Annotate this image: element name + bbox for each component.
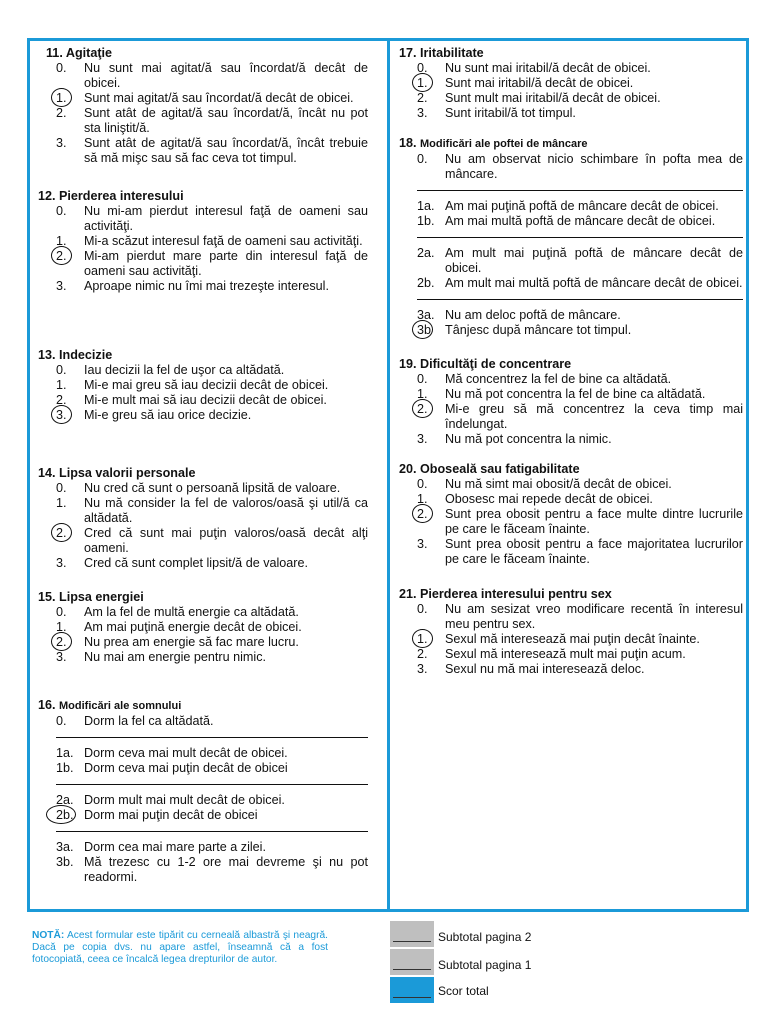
option-number: 2. [38, 249, 84, 264]
separator-line [56, 784, 368, 785]
option-text: Nu mă pot concentra la nimic. [445, 432, 612, 446]
option-text: Am la fel de multă energie ca altădată. [84, 605, 299, 619]
total-score-field[interactable] [390, 977, 434, 1003]
option-text: Cred că sunt mai puţin valoros/oasă decât alţi oameni. [84, 526, 368, 555]
section-11 [38, 46, 368, 166]
option-number: 1a. [417, 199, 435, 213]
option[interactable] [38, 761, 368, 776]
section-title: 21. Pierderea interesului pentru sex [399, 587, 612, 601]
option[interactable] [399, 537, 743, 567]
option-text: Nu mi-am pierdut interesul faţă de oameni sau activităţi. [84, 204, 368, 233]
option-number: 3. [56, 650, 67, 664]
option[interactable] [38, 204, 368, 234]
option-text: Mi-e greu să iau orice decizie. [84, 408, 252, 422]
option-text: Dorm mai puţin decât de obicei [84, 808, 258, 822]
option-number: 0. [56, 605, 67, 619]
option-text: Nu am observat nicio schimbare în pofta mea de mâncare. [445, 152, 743, 181]
option-text: Sunt mai agitat/ă sau încordat/ă decât de obicei. [84, 91, 354, 105]
option-number: 1. [417, 387, 428, 401]
section-21 [399, 587, 743, 677]
option[interactable] [38, 363, 368, 378]
separator-line [417, 299, 743, 300]
option-number: 3b [399, 323, 445, 338]
option-selected[interactable] [38, 808, 368, 823]
option[interactable] [38, 234, 368, 249]
option-text: Nu am deloc poftă de mâncare. [445, 308, 621, 322]
option[interactable] [399, 372, 743, 387]
option-text: Am mai puţină energie decât de obicei. [84, 620, 302, 634]
option-number: 3b. [56, 855, 74, 869]
option-number: 3. [56, 279, 67, 293]
column-divider [387, 38, 390, 912]
option-number: 0. [417, 372, 428, 386]
option-text: Aproape nimic nu îmi mai trezeşte interesul. [84, 279, 329, 293]
option-text: Obosesc mai repede decât de obicei. [445, 492, 653, 506]
option-number: 2a. [56, 793, 74, 807]
section-title: 15. Lipsa energiei [38, 590, 144, 604]
option-text: Iau decizii la fel de uşor ca altădată. [84, 363, 285, 377]
section-number: 18. [399, 136, 417, 150]
option-number: 2b. [417, 276, 435, 290]
section-title: 14. Lipsa valorii personale [38, 466, 196, 480]
option-number: 1. [38, 91, 84, 106]
separator-line [417, 237, 743, 238]
option-text: Nu sunt mai agitat/ă sau încordat/ă decât de obicei. [84, 61, 368, 90]
option-text: Mă concentrez la fel de bine ca altădată. [445, 372, 672, 386]
subtotal-page-2-label: Subtotal pagina 2 [438, 930, 532, 944]
subtotal-page-2-field[interactable] [390, 921, 434, 947]
option-text: Nu prea am energie să fac mare lucru. [84, 635, 299, 649]
option-text: Nu mă pot concentra la fel de bine ca altădată. [445, 387, 706, 401]
option-number: 3a. [417, 308, 435, 322]
option[interactable] [399, 492, 743, 507]
option-text: Nu mă simt mai obosit/ă decât de obicei. [445, 477, 672, 491]
option-number: 2. [417, 647, 428, 661]
option[interactable] [399, 91, 743, 106]
option[interactable] [399, 602, 743, 632]
option-number: 0. [417, 61, 428, 75]
option-text: Sunt prea obosit pentru a face multe dintre lucrurile pe care le făceam înainte. [445, 507, 743, 536]
option-selected[interactable] [38, 635, 368, 650]
option-number: 2. [399, 507, 445, 522]
option-text: Sunt mult mai iritabil/ă decât de obicei. [445, 91, 661, 105]
option-selected[interactable] [399, 323, 743, 338]
option-number: 3. [417, 106, 428, 120]
total-score-label: Scor total [438, 984, 489, 998]
section-title: Modificări ale somnului [59, 700, 182, 712]
option[interactable] [38, 279, 368, 294]
option[interactable] [399, 152, 743, 182]
option[interactable] [399, 276, 743, 291]
copyright-note [32, 930, 328, 966]
section-title: 13. Indecizie [38, 348, 113, 362]
option-text: Sunt prea obosit pentru a face majoritatea lucrurilor pe care le făceam înainte. [445, 537, 743, 566]
option-number: 0. [56, 481, 67, 495]
option[interactable] [399, 214, 743, 229]
option-number: 2. [417, 91, 428, 105]
option[interactable] [38, 840, 368, 855]
option-number: 1b. [417, 214, 435, 228]
option-text: Mi-e greu să mă concentrez la ceva timp mai îndelungat. [445, 402, 743, 431]
option-number: 3. [417, 662, 428, 676]
option-number: 0. [56, 363, 67, 377]
option-number: 1. [56, 378, 67, 392]
option-text: Dorm ceva mai mult decât de obicei. [84, 746, 288, 760]
option-number: 3. [38, 408, 84, 423]
option[interactable] [38, 106, 368, 136]
option-number: 0. [56, 204, 67, 218]
option-number: 1. [417, 492, 428, 506]
option-text: Nu mai am energie pentru nimic. [84, 650, 266, 664]
separator-line [56, 737, 368, 738]
option-text: Nu am sesizat vreo modificare recentă în interesul meu pentru sex. [445, 602, 743, 631]
option[interactable] [38, 746, 368, 761]
option[interactable] [38, 393, 368, 408]
option[interactable] [399, 432, 743, 447]
option[interactable] [399, 199, 743, 214]
option-text: Mi-am pierdut mare parte din interesul faţă de oameni sau activităţi. [84, 249, 368, 278]
option-text: Dorm mult mai mult decât de obicei. [84, 793, 285, 807]
option-text: Sunt atât de agitat/ă sau încordat/ă, încât trebuie să mă mişc sau să fac ceva tot timpul. [84, 136, 368, 165]
option-selected[interactable] [38, 408, 368, 423]
subtotal-page-1-field[interactable] [390, 949, 434, 975]
option-text: Mi-e mult mai să iau decizii decât de obicei. [84, 393, 327, 407]
option-number: 2b. [38, 808, 84, 823]
option-selected[interactable] [399, 632, 743, 647]
option-text: Sunt mai iritabil/ă decât de obicei. [445, 76, 634, 90]
option-number: 3. [56, 556, 67, 570]
note-label: NOTĂ: [32, 930, 65, 941]
option-number: 1. [56, 620, 67, 634]
option-text: Dorm ceva mai puţin decât de obicei [84, 761, 288, 775]
section-title: 12. Pierderea interesului [38, 189, 184, 203]
option[interactable] [38, 61, 368, 91]
option-text: Am mult mai puţină poftă de mâncare decât de obicei. [445, 246, 743, 275]
section-18 [399, 136, 743, 338]
option-number: 0. [417, 477, 428, 491]
section-19 [399, 357, 743, 447]
option-selected[interactable] [399, 402, 743, 432]
option[interactable] [399, 246, 743, 276]
section-title: 20. Oboseală sau fatigabilitate [399, 462, 580, 476]
option-text: Sexul nu mă mai interesează deloc. [445, 662, 645, 676]
option-selected[interactable] [38, 249, 368, 279]
option[interactable] [399, 106, 743, 121]
option-number: 0. [56, 61, 67, 75]
option[interactable] [38, 793, 368, 808]
option-number: 1b. [56, 761, 74, 775]
option-text: Nu sunt mai iritabil/ă decât de obicei. [445, 61, 651, 75]
option-number: 1a. [56, 746, 74, 760]
option-selected[interactable] [399, 76, 743, 91]
option-number: 1. [399, 76, 445, 91]
option-number: 0. [56, 714, 67, 728]
option-text: Mi-e mai greu să iau decizii decât de obicei. [84, 378, 329, 392]
option[interactable] [38, 496, 368, 526]
option[interactable] [38, 136, 368, 166]
option[interactable] [399, 308, 743, 323]
section-15 [38, 590, 368, 665]
option-text: Am mult mai multă poftă de mâncare decât de obicei. [445, 276, 743, 290]
section-title: 17. Iritabilitate [399, 46, 484, 60]
option-number: 2. [38, 526, 84, 541]
option-text: Sexul mă interesează mult mai puţin acum. [445, 647, 686, 661]
option-number: 3a. [56, 840, 74, 854]
section-20 [399, 462, 743, 567]
option-number: 2. [56, 106, 67, 120]
option-number: 1. [56, 234, 67, 248]
option-text: Sunt atât de agitat/ă sau încordat/ă, încât nu pot sta liniştit/ă. [84, 106, 368, 135]
option-number: 2. [38, 635, 84, 650]
separator-line [56, 831, 368, 832]
option-text: Sexul mă interesează mai puţin decât înainte. [445, 632, 700, 646]
option-selected[interactable] [399, 507, 743, 537]
section-title: 11. Agitaţie [46, 46, 113, 60]
section-title: Modificări ale poftei de mâncare [420, 138, 588, 150]
option[interactable] [399, 387, 743, 402]
option-text: Nu cred că sunt o persoană lipsită de valoare. [84, 481, 341, 495]
option[interactable] [399, 477, 743, 492]
option[interactable] [38, 620, 368, 635]
option-number: 2. [399, 402, 445, 417]
option-text: Mi-a scăzut interesul faţă de oameni sau activităţi. [84, 234, 363, 248]
option-number: 0. [417, 152, 428, 166]
option-selected[interactable] [38, 91, 368, 106]
note-text: Acest formular este tipărit cu cerneală albastră şi neagră. Dacă pe copia dvs. nu apare astfel, înseamnă că a fost fotocopiată, ceea ce încalcă legea drepturilor de autor. [32, 930, 328, 965]
option-text: Nu mă consider la fel de valoros/oasă şi util/ă ca altădată. [84, 496, 368, 525]
option-number: 3. [417, 432, 428, 446]
option-text: Am mai puţină poftă de mâncare decât de obicei. [445, 199, 719, 213]
option-text: Mă trezesc cu 1-2 ore mai devreme şi nu pot readormi. [84, 855, 368, 884]
separator-line [417, 190, 743, 191]
section-17 [399, 46, 743, 121]
section-title: 19. Dificultăţi de concentrare [399, 357, 572, 371]
option-number: 1. [56, 496, 67, 510]
option-number: 1. [399, 632, 445, 647]
option-number: 0. [417, 602, 428, 616]
option[interactable] [399, 61, 743, 76]
option[interactable] [38, 855, 368, 885]
option-selected[interactable] [38, 526, 368, 556]
option-number: 2a. [417, 246, 435, 260]
section-12 [38, 189, 368, 294]
option-text: Sunt iritabil/ă tot timpul. [445, 106, 576, 120]
option-number: 3. [417, 537, 428, 551]
section-14 [38, 466, 368, 571]
subtotal-page-1-label: Subtotal pagina 1 [438, 958, 532, 972]
option[interactable] [399, 662, 743, 677]
option-text: Cred că sunt complet lipsit/ă de valoare. [84, 556, 309, 570]
section-13 [38, 348, 368, 423]
option[interactable] [38, 481, 368, 496]
option-text: Am mai multă poftă de mâncare decât de obicei. [445, 214, 716, 228]
option-number: 3. [56, 136, 67, 150]
section-number: 16. [38, 698, 56, 712]
option[interactable] [38, 605, 368, 620]
section-16 [38, 698, 368, 885]
option[interactable] [38, 556, 368, 571]
option-text: Tânjesc după mâncare tot timpul. [445, 323, 632, 337]
option[interactable] [38, 378, 368, 393]
option[interactable] [38, 650, 368, 665]
option[interactable] [38, 714, 368, 729]
option-text: Dorm cea mai mare parte a zilei. [84, 840, 266, 854]
option[interactable] [399, 647, 743, 662]
option-text: Dorm la fel ca altădată. [84, 714, 214, 728]
option-number: 2. [56, 393, 67, 407]
